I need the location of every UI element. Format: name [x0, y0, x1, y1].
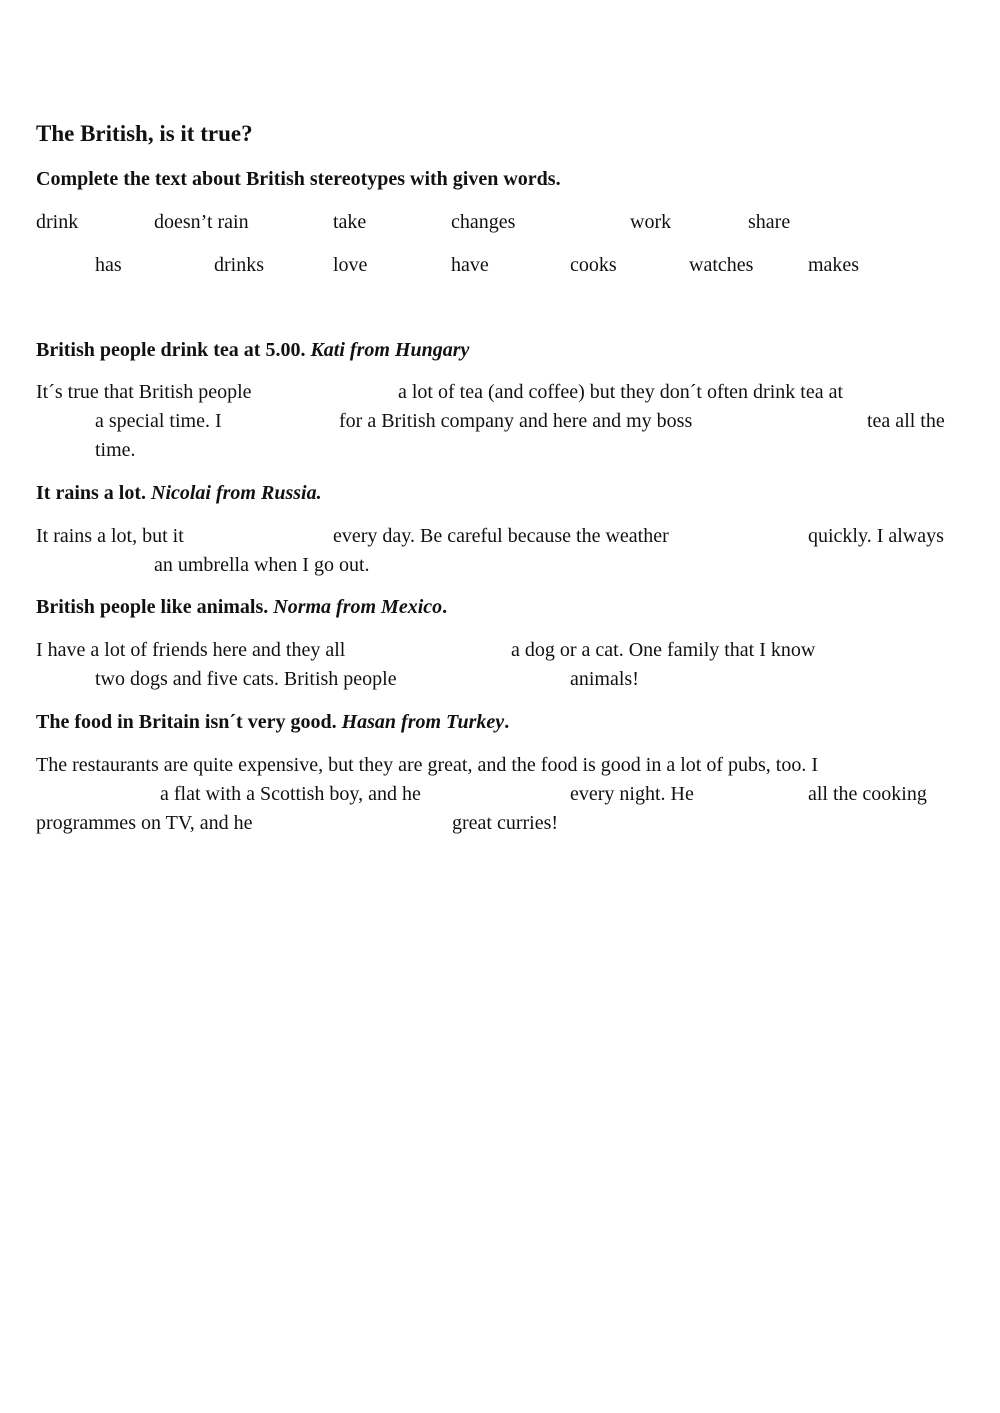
word-bank-item: share [748, 211, 791, 233]
text-fragment: programmes on TV, and he [36, 812, 253, 834]
text-fragment: every night. He [570, 783, 694, 805]
text-fragment: animals! [570, 668, 639, 690]
text-fragment: an umbrella when I go out. [154, 554, 370, 576]
text-fragment: a special time. I [95, 410, 222, 432]
word-bank-item: doesn’t rain [154, 211, 249, 233]
text-fragment: I have a lot of friends here and they all [36, 639, 346, 661]
text-fragment: for a British company and here and my boss [339, 410, 693, 432]
section-heading-text: It rains a lot. [36, 482, 146, 504]
word-bank-item: have [451, 254, 489, 276]
text-fragment: The restaurants are quite expensive, but they are great, and the food is good in a lot of pubs, too. I [36, 754, 818, 776]
text-fragment: two dogs and five cats. British people [95, 668, 397, 690]
section-heading [36, 339, 469, 362]
section-author: Kati from Hungary [310, 339, 470, 361]
section-author-suffix: . [504, 711, 510, 733]
page-title: The British, is it true? [36, 121, 253, 146]
word-bank-item: drink [36, 211, 79, 233]
section-author: Nicolai from Russia. [151, 482, 322, 504]
word-bank-item: love [333, 254, 368, 276]
section-author: Hasan from Turkey [341, 711, 505, 733]
text-fragment: It rains a lot, but it [36, 525, 184, 547]
section-heading-text: The food in Britain isn´t very good. [36, 711, 337, 733]
text-fragment: a dog or a cat. One family that I know [511, 639, 816, 661]
word-bank-item: drinks [214, 254, 264, 276]
text-fragment: a flat with a Scottish boy, and he [160, 783, 421, 805]
text-fragment: tea all the [867, 410, 945, 432]
text-fragment: time. [95, 439, 136, 461]
section-heading-text: British people drink tea at 5.00. [36, 339, 306, 361]
section-heading-text: British people like animals. [36, 596, 269, 618]
word-bank-item: changes [451, 211, 516, 233]
text-fragment: It´s true that British people [36, 381, 252, 403]
text-fragment: every day. Be careful because the weather [333, 525, 669, 547]
section-author-suffix: . [442, 596, 448, 618]
section-heading [36, 711, 509, 734]
text-fragment: quickly. I always [808, 525, 944, 547]
word-bank-item: makes [808, 254, 860, 276]
section-heading [36, 596, 447, 619]
word-bank-item: take [333, 211, 367, 233]
text-fragment: great curries! [452, 812, 559, 834]
instruction: Complete the text about British stereotypes with given words. [36, 168, 561, 190]
section-author: Norma from Mexico [273, 596, 443, 618]
word-bank-item: cooks [570, 254, 617, 276]
text-fragment: a lot of tea (and coffee) but they don´t often drink tea at [398, 381, 844, 403]
word-bank-item: work [630, 211, 672, 233]
word-bank-item: watches [689, 254, 754, 276]
section-heading [36, 482, 322, 505]
text-fragment: all the cooking [808, 783, 927, 805]
word-bank-item: has [95, 254, 122, 276]
